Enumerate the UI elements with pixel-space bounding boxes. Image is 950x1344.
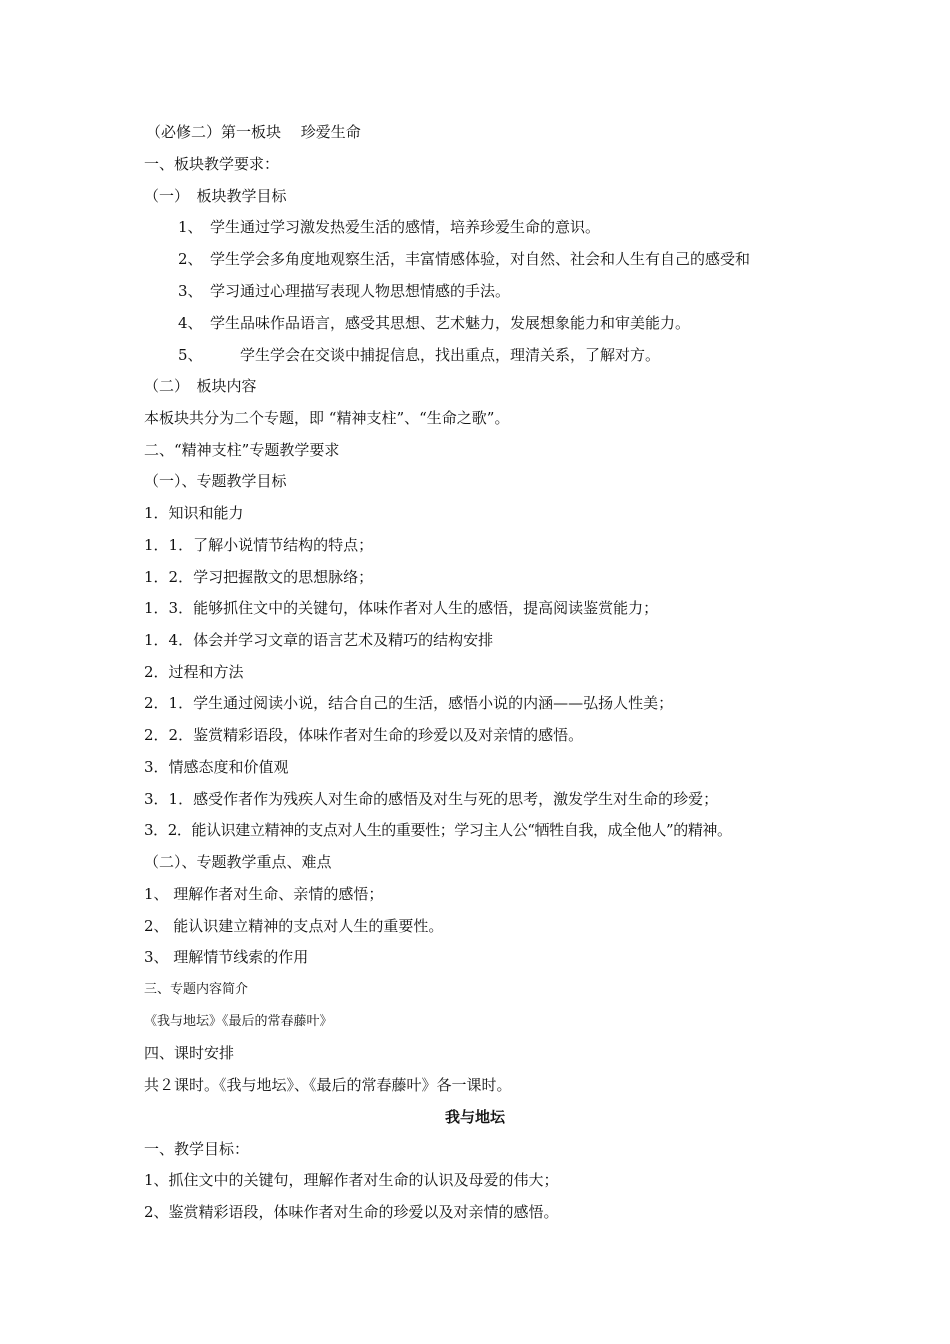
paragraph: 本板块共分为二个专题，即 “精神支柱”、“生命之歌”。 — [144, 409, 510, 427]
paragraph: 2．2．鉴赏精彩语段，体味作者对生命的珍爱以及对亲情的感悟。 — [144, 726, 584, 744]
list-item: 3、 理解情节线索的作用 — [144, 948, 309, 966]
list-item: 1、抓住文中的关键句，理解作者对生命的认识及母爱的伟大； — [144, 1171, 559, 1189]
section-heading: 一、教学目标： — [144, 1140, 250, 1158]
list-item: 1、 学生通过学习激发热爱生活的感情，培养珍爱生命的意识。 — [178, 218, 601, 236]
subsection-heading: （一）、专题教学目标 — [144, 472, 287, 490]
paragraph: 1．4．体会并学习文章的语言艺术及精巧的结构安排 — [144, 631, 494, 649]
paragraph: 2．1．学生通过阅读小说，结合自己的生活，感悟小说的内涵——弘扬人性美； — [144, 694, 674, 712]
list-item: 5、 学生学会在交谈中捕捉信息，找出重点，理清关系，了解对方。 — [178, 346, 661, 364]
subsection-heading: （二） 板块内容 — [144, 377, 257, 395]
paragraph: 1．1．了解小说情节结构的特点； — [144, 536, 374, 554]
paragraph: 2．过程和方法 — [144, 663, 244, 681]
section-heading: 二、“精神支柱”专题教学要求 — [144, 441, 340, 459]
paragraph: 1．3．能够抓住文中的关键句，体味作者对人生的感悟，提高阅读鉴赏能力； — [144, 599, 659, 617]
list-item: 2、 学生学会多角度地观察生活，丰富情感体验，对自然、社会和人生有自己的感受和 — [178, 250, 751, 268]
module-title: （必修二）第一板块 珍爱生命 — [146, 123, 361, 141]
list-item: 4、 学生品味作品语言，感受其思想、艺术魅力，发展想象能力和审美能力。 — [178, 314, 691, 332]
lesson-title: 我与地坛 — [444, 1108, 505, 1126]
list-item: 2、鉴赏精彩语段，体味作者对生命的珍爱以及对亲情的感悟。 — [144, 1203, 559, 1221]
subsection-heading: （二）、专题教学重点、难点 — [144, 853, 332, 871]
paragraph: 3．2．能认识建立精神的支点对人生的重要性；学习主人公“牺牲自我，成全他人”的精神。 — [144, 821, 732, 839]
list-item: 1、 理解作者对生命、亲情的感悟； — [144, 885, 384, 903]
paragraph: 《我与地坛》《最后的常春藤叶》 — [144, 1014, 333, 1029]
paragraph: 1．知识和能力 — [144, 504, 244, 522]
section-heading: 三、专题内容简介 — [144, 982, 249, 997]
list-item: 3、 学习通过心理描写表现人物思想情感的手法。 — [178, 282, 511, 300]
paragraph: 共２课时。《我与地坛》、《最后的常春藤叶》各一课时。 — [144, 1076, 512, 1094]
section-heading: 四、课时安排 — [144, 1044, 235, 1062]
paragraph: 3．1．感受作者作为残疾人对生命的感悟及对生与死的思考，激发学生对生命的珍爱； — [144, 790, 719, 808]
section-heading: 一、板块教学要求： — [144, 155, 280, 173]
subsection-heading: （一） 板块教学目标 — [144, 187, 287, 205]
paragraph: 1．2．学习把握散文的思想脉络； — [144, 568, 374, 586]
paragraph: 3．情感态度和价值观 — [144, 758, 289, 776]
list-item: 2、 能认识建立精神的支点对人生的重要性。 — [144, 917, 444, 935]
